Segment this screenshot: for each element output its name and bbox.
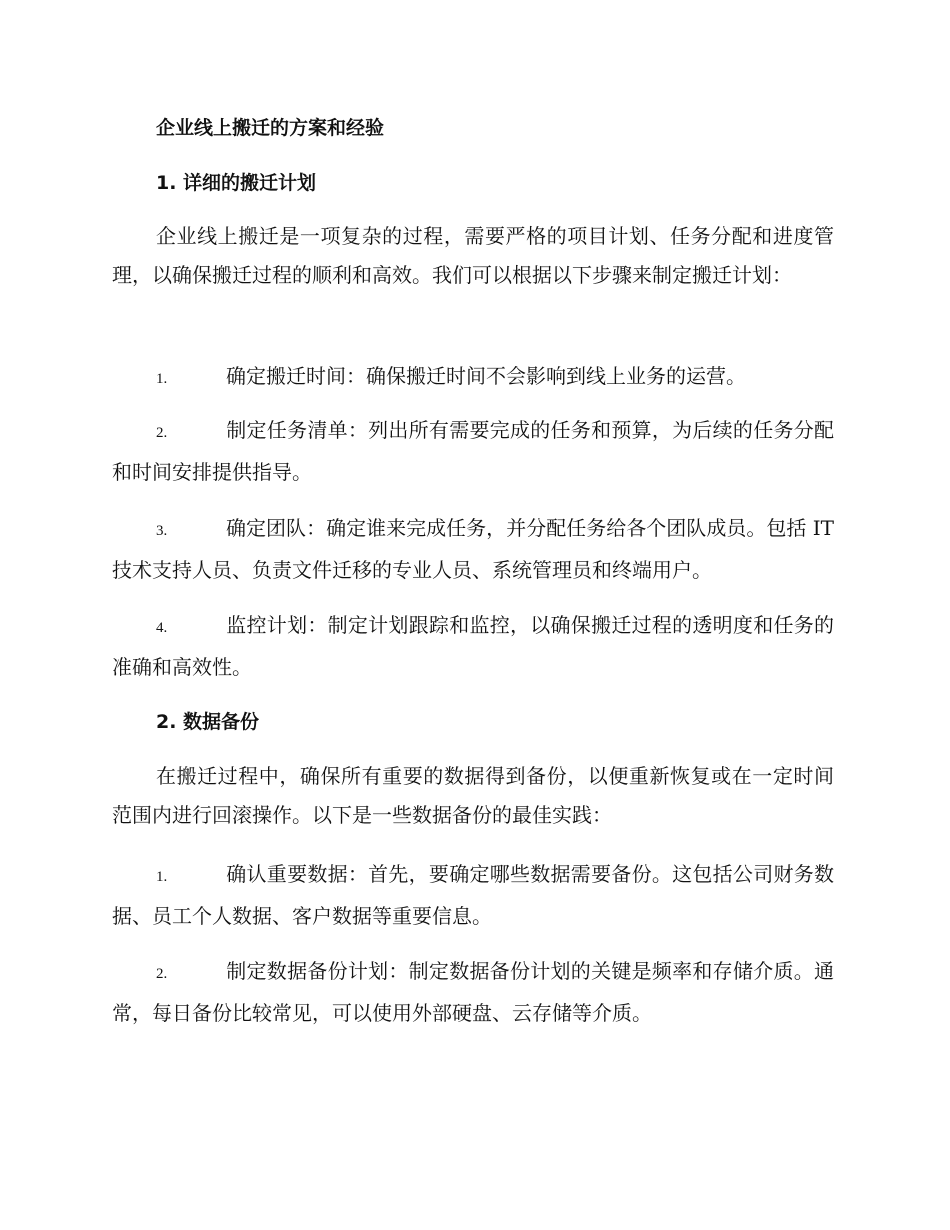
- list-item-text: 确认重要数据：首先，要确定哪些数据需要备份。这包括公司财务数据、员工个人数据、客户数据等重要信息。: [112, 862, 834, 928]
- section-2-intro: 在搬迁过程中，确保所有重要的数据得到备份，以便重新恢复或在一定时间范围内进行回滚操作。以下是一些数据备份的最佳实践：: [112, 764, 834, 827]
- list-item-number: 1.: [156, 869, 168, 885]
- list-item-number: 2.: [156, 966, 168, 982]
- section-2-heading: 2. 数据备份: [156, 711, 260, 733]
- list-item-number: 4.: [156, 620, 168, 636]
- section-1-intro: 企业线上搬迁是一项复杂的过程，需要严格的项目计划、任务分配和进度管理，以确保搬迁过程的顺利和高效。我们可以根据以下步骤来制定搬迁计划：: [112, 224, 834, 287]
- list-item-text: 监控计划：制定计划跟踪和监控，以确保搬迁过程的透明度和任务的准确和高效性。: [112, 613, 834, 679]
- list-item: [112, 606, 834, 687]
- list-item: [112, 509, 834, 590]
- list-item-text: 确定搬迁时间：确保搬迁时间不会影响到线上业务的运营。: [226, 364, 746, 388]
- list-item-text: 制定数据备份计划：制定数据备份计划的关键是频率和存储介质。通常，每日备份比较常见，可以使用外部硬盘、云存储等介质。: [112, 959, 834, 1025]
- list-item: [112, 952, 834, 1033]
- list-item: [112, 855, 834, 936]
- section-1-heading: 1. 详细的搬迁计划: [156, 172, 317, 194]
- list-item-number: 1.: [156, 371, 168, 387]
- document-title: 企业线上搬迁的方案和经验: [156, 117, 385, 139]
- list-item-text: 制定任务清单：列出所有需要完成的任务和预算，为后续的任务分配和时间安排提供指导。: [112, 418, 834, 484]
- list-item: [112, 357, 834, 399]
- list-item-number: 3.: [156, 523, 168, 539]
- list-item-number: 2.: [156, 425, 168, 441]
- list-item-text: 确定团队：确定谁来完成任务，并分配任务给各个团队成员。包括 IT 技术支持人员、负责文件迁移的专业人员、系统管理员和终端用户。: [112, 516, 834, 582]
- list-item: [112, 411, 834, 492]
